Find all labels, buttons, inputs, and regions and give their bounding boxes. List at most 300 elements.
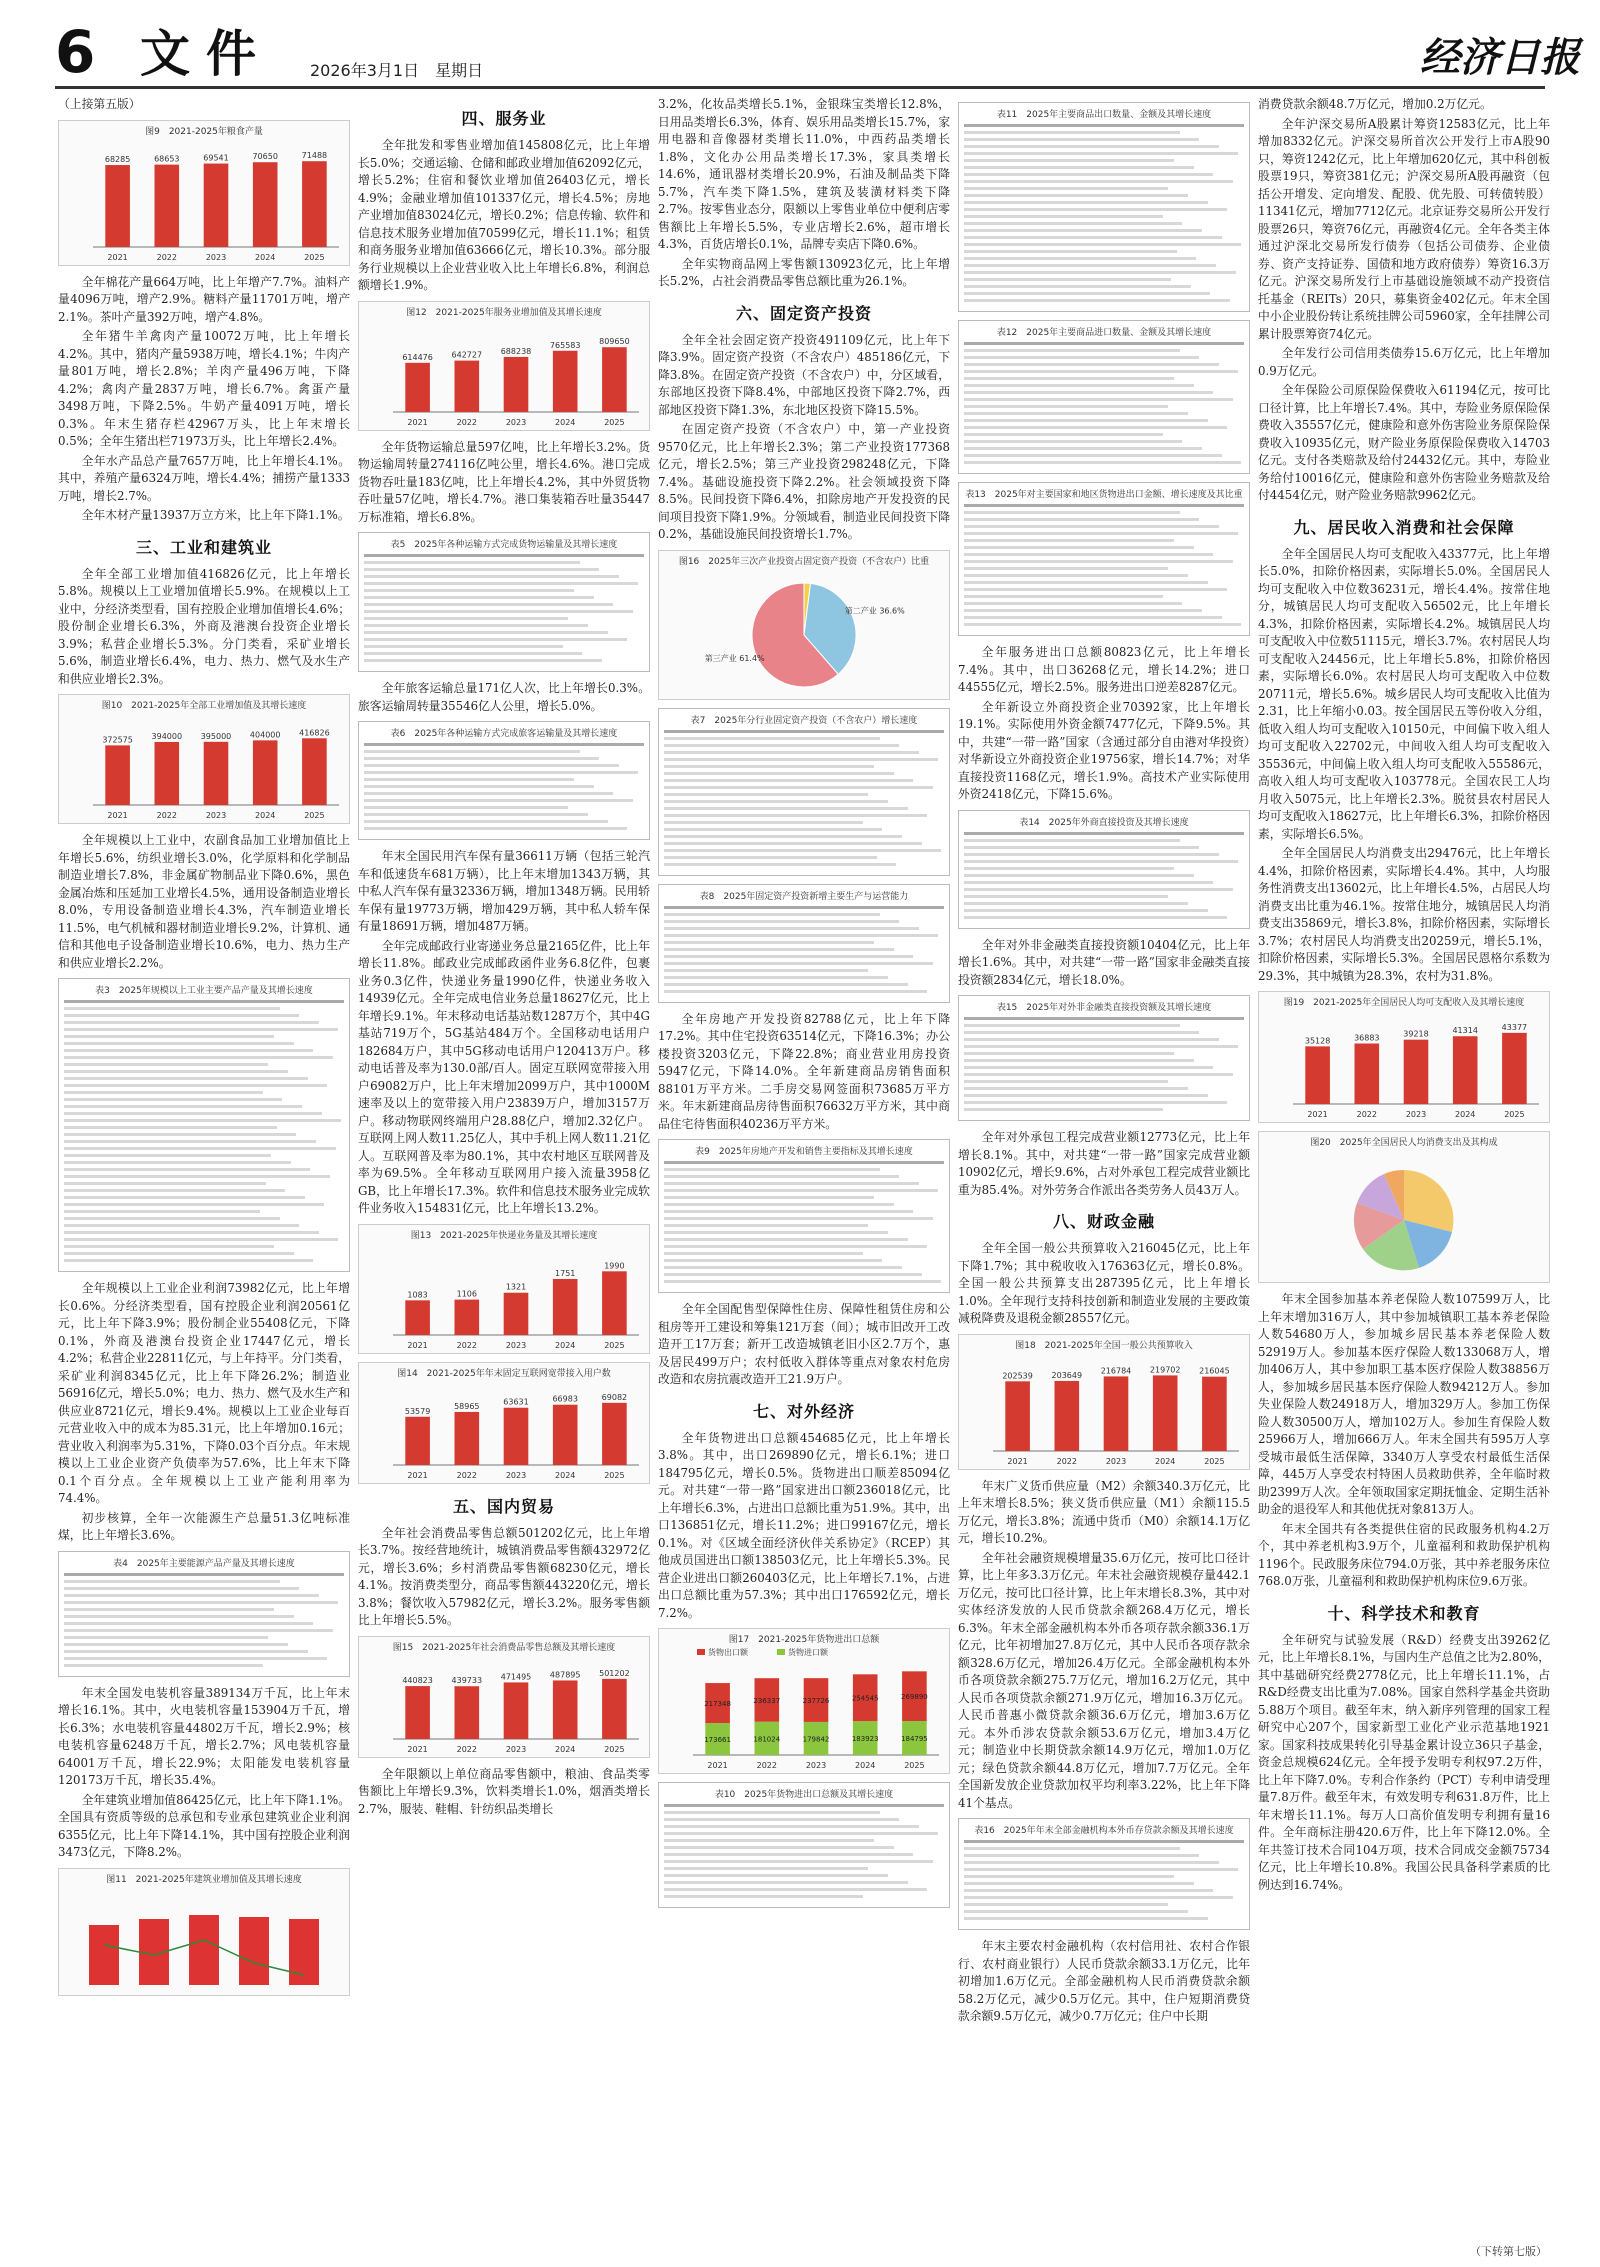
table-9 (658, 1139, 950, 1293)
table-row (964, 138, 1199, 141)
slice-label: 第三产业 61.4% (704, 653, 765, 663)
table-row (64, 1070, 288, 1073)
data-label: 184795 (901, 1734, 928, 1743)
paragraph: 全年发行公司信用类债券15.6万亿元，比上年增加0.9万亿元。 (1258, 346, 1550, 378)
figure-11-title: 图11 2021-2025年建筑业增加值及其增长速度 (106, 1874, 302, 1885)
table-row (64, 1594, 319, 1597)
table-row (964, 412, 1188, 415)
table-row (964, 1052, 1174, 1055)
table-16 (958, 1818, 1250, 1930)
table-row (664, 1168, 880, 1171)
table-row (64, 1643, 288, 1646)
table-row (364, 624, 588, 627)
tick-label: 2025 (604, 1744, 625, 1754)
table-row (664, 955, 913, 958)
data-label: 440823 (402, 1675, 433, 1685)
table-5 (358, 532, 650, 672)
table-row (964, 377, 1174, 380)
table-row (964, 832, 1244, 835)
figure-14-title: 图14 2021-2025年年末固定互联网宽带接入用户数 (397, 1368, 611, 1379)
table-row (364, 561, 580, 564)
table-7-title: 表7 2025年分行业固定资产投资（不含农户）增长速度 (690, 715, 918, 726)
paragraph: 全年研究与试验发展（R&D）经费支出39262亿元，比上年增长8.1%，与国内生产总值之比为2.80%，其中基础研究经费2778亿元，比上年增长11.1%，占R&D经费支出比重为7.08%。国家自然科学基金共资助5.88万个项目。截至年末，纳入新序列管理的国家工程研究中心207个，国家新型工业化产业示范基地1921家。国家科技成果转化引导基金累计设立36只子基金，资金总规模624亿元。全年授予发明专利权97.2万件，比上年下降7.0%。专利合作条约（PCT）专利申请受理量7.8万件。截至年末，有效发明专利631.8万件，比上年末增长11.1%。每万人口高价值发明专利拥有量16件。全年商标注册420.6万件，比上年下降12.0%。全年共签订技术合同104万项，技术合同成交金额75734亿元，比上年增长10.8%。我国公民具备科学素质的比例达到16.74%。 (1258, 1632, 1550, 1892)
table-row (664, 1825, 919, 1828)
table-row (364, 603, 613, 606)
table-row (64, 1175, 330, 1178)
tick-label: 2022 (1056, 1456, 1077, 1466)
table-row (64, 1608, 274, 1611)
tick-label: 2022 (756, 1761, 777, 1770)
figure-15-title: 图15 2021-2025年社会消费品零售总额及其增长速度 (392, 1642, 616, 1653)
data-label: 216784 (1100, 1365, 1132, 1375)
table-row (664, 1832, 938, 1835)
retail-sales-chart (359, 1653, 649, 1757)
table-row (664, 1811, 880, 1814)
table-row (364, 743, 644, 746)
table-row (664, 1196, 874, 1199)
data-label: 439733 (451, 1675, 483, 1685)
table-row (64, 1035, 274, 1038)
table-row (664, 863, 896, 866)
figure-17 (658, 1628, 950, 1774)
table-row (364, 582, 638, 585)
income-chart (1259, 1008, 1549, 1122)
table-row (964, 1910, 1188, 1913)
table-row (964, 278, 1171, 281)
table-row (964, 152, 1238, 155)
tick-label: 2023 (505, 1340, 527, 1350)
table-row (364, 659, 602, 662)
table-row (64, 1147, 336, 1150)
table-row (664, 1280, 941, 1283)
table-row (64, 1084, 327, 1087)
grain-output-chart (59, 137, 349, 265)
bar (105, 745, 130, 805)
table-row (964, 539, 1174, 542)
table-row (364, 568, 599, 571)
figure-9-title: 图9 2021-2025年粮食产量 (145, 126, 263, 137)
bar (602, 1271, 627, 1335)
paragraph: 全年建筑业增加值86425亿元，比上年下降1.1%。全国具有资质等级的总承包和专业承包建筑业企业利润6355亿元，比上年下降14.1%，其中国有控股企业利润3473亿元，下降8.2%。 (58, 1792, 350, 1859)
services-value-chart (359, 318, 649, 430)
table-row (964, 363, 1219, 366)
table-row (964, 159, 1174, 162)
table-row (664, 1238, 908, 1241)
table-row (364, 771, 638, 774)
bar (189, 1915, 219, 1985)
table-row (364, 792, 613, 795)
bar (1055, 1380, 1080, 1450)
table-row (664, 941, 874, 944)
express-delivery-chart (359, 1241, 649, 1353)
table-row (964, 609, 1202, 612)
paragraph: 全年规模以上工业中，农副食品加工业增加值比上年增长5.6%，纺织业增长3.0%，化学原料和化学制品制造业增长7.8%，非金属矿物制品业下降0.6%，黑色金属冶炼和压延加工业增长4.5%，通用设备制造业增长8.0%，专用设备制造业增长4.3%，汽车制造业增长11.5%，电气机械和器材制造业增长9.2%，计算机、通信和其他电子设备制造业增长10.6%，电力、热力生产和供应业增长2.2%。 (58, 833, 350, 970)
page-date: 2026年3月1日 星期日 (310, 61, 484, 80)
masthead (0, 0, 1600, 90)
data-label: 39218 (1403, 1029, 1429, 1039)
data-label: 487895 (549, 1669, 581, 1679)
table-row (64, 1042, 294, 1045)
bar (204, 163, 229, 246)
table-row (964, 180, 1233, 183)
table-row (64, 1245, 274, 1248)
figure-18 (958, 1334, 1250, 1470)
table-row (664, 969, 868, 972)
table-row (964, 867, 1174, 870)
table-row (964, 1073, 1233, 1076)
table-row (364, 631, 608, 634)
paragraph: 全年全部工业增加值416826亿元，比上年增长5.8%。规模以上工业增加值增长5.9%。在规模以上工业中，分经济类型看，国有控股企业增加值增长4.6%；股份制企业增长6.3%，外商及港澳台投资企业增长3.9%；私营企业增长5.3%。分门类看，采矿业增长5.6%，制造业增长6.4%，电力、热力、燃气及水生产和供应业增长2.3%。 (58, 566, 350, 686)
table-row (964, 384, 1194, 387)
table-6 (358, 721, 650, 840)
table-row (364, 638, 627, 641)
table-5-title: 表5 2025年各种运输方式完成货物运输量及其增长速度 (390, 540, 618, 550)
table-row (664, 1273, 922, 1276)
table-4 (58, 1551, 350, 1677)
paragraph: 全年木材产量13937万立方米，比上年下降1.1%。 (81, 508, 350, 522)
paragraph: 全年社会融资规模增量35.6万亿元，按可比口径计算，比上年多3.3万亿元。年末社会融资规模存量442.1万亿元，按可比口径计算，比上年末增长8.3%，其中对实体经济发放的人民币贷款余额268.4万亿元，增长6.3%。年末全部金融机构本外币各项存款余额336.1万亿元，比年初增加27.8万亿元，其中人民币各项存款余额328.6万亿元，增加26.4万亿元。全部金融机构本外币各项贷款余额275.7万亿元，增加16.2万亿元，其中人民币各项贷款余额271.9万亿元，增加16.3万亿元。人民币普惠小微贷款余额36.6万亿元，增加3.6万亿元。本外币涉农贷款余额53.6万亿元，增加3.4万亿元；制造业中长期贷款余额14.9万亿元，增加1.0万亿元；绿色贷款余额44.8万亿元，增加7.7万亿元。全年全国新发放企业贷款加权平均利率3.22%，比上年下降41个基点。 (958, 1550, 1250, 1810)
paragraph: 全年房地产开发投资82788亿元，比上年下降17.2%。其中住宅投资63514亿元，下降16.3%；办公楼投资3203亿元，下降22.8%；商业营业用房投资5947亿元，下降14.0%。全年新建商品房销售面积88101万平方米。二手房交易网签面积73685万平方米。年末新建商品房待售面积76632万平方米，其中商品住宅待售面积40236万平方米。 (658, 1011, 950, 1131)
table-row (664, 835, 902, 838)
bar (455, 1411, 480, 1464)
table-row (964, 145, 1219, 148)
table-11-title: 表11 2025年主要商品出口数量、金额及其增长速度 (996, 110, 1212, 120)
table-row (664, 1846, 894, 1849)
legend-label: 货物进口额 (788, 1648, 828, 1657)
table-row (964, 1882, 1194, 1885)
table-row (964, 426, 1227, 429)
tick-label: 2021 (407, 417, 428, 427)
data-label: 269890 (901, 1693, 928, 1702)
bar (1453, 1036, 1478, 1104)
data-label: 688238 (500, 346, 532, 356)
table-row (664, 948, 894, 951)
data-label: 68653 (154, 154, 180, 164)
tick-label: 2025 (904, 1761, 925, 1770)
table-row (964, 257, 1196, 260)
paragraph: 全年猪牛羊禽肉产量10072万吨，比上年增长4.2%。其中，猪肉产量5938万吨，增长4.1%；牛肉产量801万吨，增长2.8%；羊肉产量496万吨，下降4.2%；禽肉产量2837万吨，增长6.7%。禽蛋产量3498万吨，下降2.5%。牛奶产量4091万吨，增长0.3%。年末生猪存栏42967万头，比上年末增长0.5%；全年生猪出栏71973万头，比上年增长2.4%。 (58, 329, 350, 448)
bar (204, 742, 229, 805)
tick-label: 2024 (855, 1761, 876, 1770)
table-row (964, 1854, 1199, 1857)
table-row (64, 1615, 294, 1618)
table-row (64, 1664, 263, 1667)
data-label: 765583 (549, 340, 581, 350)
table-row (364, 589, 574, 592)
table-row (664, 737, 880, 740)
table-row (664, 1881, 908, 1884)
paragraph: 全年对外非金融类直接投资额10404亿元，比上年增长1.6%。其中，对共建“一带一路”国家非金融类直接投资额2834亿元，增长18.0%。 (958, 937, 1250, 987)
table-row (964, 623, 1241, 626)
table-row (964, 860, 1238, 863)
data-label: 68285 (104, 154, 131, 164)
paragraph: 消费贷款余额48.7万亿元，增加0.2万亿元。 (1258, 97, 1492, 111)
data-label: 66983 (552, 1394, 578, 1404)
figure-11 (58, 1868, 350, 1996)
tick-label: 2023 (505, 1470, 527, 1480)
table-row (664, 990, 927, 993)
table-row (64, 1196, 305, 1199)
table-row (964, 888, 1233, 891)
data-label: 183923 (851, 1735, 879, 1744)
table-row (964, 236, 1222, 239)
table-row (964, 398, 1233, 401)
table-row (964, 1024, 1180, 1027)
data-label: 416826 (299, 728, 330, 738)
table-row (64, 1126, 277, 1129)
table-10 (658, 1782, 950, 1908)
bar (553, 1278, 578, 1334)
bar (504, 1407, 529, 1464)
tick-label: 2022 (1356, 1110, 1377, 1119)
paragraph: 年末全国共有各类提供住宿的民政服务机构4.2万个，其中养老机构3.9万个，儿童福利和救助保护机构1196个。民政服务床位794.0万张，其中养老服务床位768.0万张，儿童福利和救助保护机构床位9.6万张。 (1258, 1521, 1550, 1588)
table-row (664, 1895, 863, 1898)
tick-label: 2023 (205, 252, 227, 262)
legend-swatch (697, 1649, 705, 1655)
table-row (664, 920, 899, 923)
table-row (964, 1896, 1233, 1899)
table-row (964, 1917, 1208, 1920)
table-row (964, 299, 1230, 302)
table-row (964, 342, 1244, 345)
tick-label: 2023 (805, 1761, 827, 1770)
bar (239, 1917, 269, 1985)
bar (405, 362, 430, 411)
column-3 (658, 96, 950, 2246)
tick-label: 2023 (505, 1744, 527, 1754)
paragraph: 全年限额以上单位商品零售额中，粮油、食品类零售额比上年增长9.3%，饮料类增长1.0%，烟酒类增长2.7%，服装、鞋帽、针纺织品类增长 (358, 1766, 650, 1816)
table-row (364, 610, 633, 613)
table-row (64, 1063, 268, 1066)
table-row (64, 1182, 266, 1185)
table-row (64, 1056, 333, 1059)
table-row (964, 567, 1168, 570)
tick-label: 2025 (304, 252, 325, 262)
table-row (664, 842, 922, 845)
table-row (964, 881, 1213, 884)
tick-label: 2023 (1405, 1110, 1427, 1119)
table-row (364, 575, 619, 578)
table-14 (958, 810, 1250, 929)
table-row (964, 391, 1213, 394)
data-label: 236337 (753, 1696, 781, 1705)
table-row (664, 849, 941, 852)
table-7 (658, 708, 950, 876)
table-row (664, 1224, 868, 1227)
investment-share-pie (659, 567, 949, 699)
table-row (964, 1080, 1168, 1083)
tick-label: 2022 (456, 1470, 477, 1480)
tick-label: 2025 (604, 1470, 625, 1480)
table-row (664, 793, 868, 796)
tick-label: 2024 (1455, 1110, 1476, 1119)
table-12 (958, 320, 1250, 474)
data-label: 43377 (1501, 1022, 1528, 1032)
table-row (664, 1839, 874, 1842)
data-label: 71488 (301, 150, 328, 160)
industry-value-chart (59, 711, 349, 823)
column-1 (58, 96, 350, 2246)
table-row (64, 1580, 280, 1583)
table-row (664, 1867, 868, 1870)
table-row (64, 1105, 302, 1108)
data-label: 217348 (704, 1700, 731, 1709)
tick-label: 2022 (456, 417, 477, 427)
tick-label: 2024 (555, 1340, 576, 1350)
table-row (64, 1601, 338, 1604)
table-row (64, 1119, 341, 1122)
tick-label: 2021 (407, 1340, 428, 1350)
table-row (664, 772, 894, 775)
data-label: 70650 (252, 151, 278, 161)
data-label: 173661 (704, 1736, 731, 1745)
data-label: 471495 (500, 1671, 532, 1681)
table-row (664, 934, 938, 937)
paragraph: 全年水产品总产量7657万吨，比上年增长4.1%。其中，养殖产量6324万吨，增长4.4%；捕捞产量1333万吨，增长2.7%。 (58, 453, 350, 503)
data-label: 69082 (601, 1392, 628, 1402)
figure-17-title: 图17 2021-2025年货物进出口总额 (728, 1635, 880, 1645)
table-row (964, 916, 1227, 919)
data-label: 203649 (1051, 1370, 1083, 1380)
table-row (664, 786, 933, 789)
table-row (364, 799, 633, 802)
table-4-title: 表4 2025年主要能源产品产量及其增长速度 (113, 1558, 295, 1569)
tick-label: 2024 (255, 811, 276, 820)
page-number: 6 (55, 18, 96, 86)
data-label: 254545 (851, 1694, 879, 1703)
table-row (664, 1210, 913, 1213)
data-label: 63631 (503, 1397, 529, 1407)
table-3 (58, 978, 350, 1272)
table-row (664, 751, 919, 754)
table-row (664, 758, 938, 761)
table-8-title: 表8 2025年固定资产投资新增主要生产与运营能力 (699, 891, 909, 902)
table-row (64, 1140, 316, 1143)
data-label: 614476 (402, 352, 433, 362)
table-row (964, 250, 1177, 253)
tick-label: 2023 (505, 417, 527, 427)
bar (1355, 1044, 1380, 1104)
table-row (64, 1238, 338, 1241)
bar (405, 1686, 430, 1739)
paragraph: 全年全国居民人均消费支出29476元，比上年增长4.4%，扣除价格因素，实际增长4.4%。其中，人均服务性消费支出13602元，比上年增长4.5%，占居民人均消费支出比重为46.1%。按常住地分，城镇居民人均消费支出35869元，增长3.8%，扣除价格因素，实际增长3.7%；农村居民人均消费支出20259元，增长5.1%，扣除价格因素，实际增长5.3%。全国居民恩格尔系数为29.3%，其中城镇为28.3%，农村为31.8%。 (1258, 846, 1550, 983)
data-label: 642727 (451, 350, 483, 360)
bar (602, 1402, 627, 1464)
bar (1202, 1376, 1227, 1450)
bar (105, 165, 130, 247)
figure-9 (58, 120, 350, 266)
bar (405, 1300, 430, 1335)
section-heading: 八、财政金融 (1052, 1212, 1155, 1231)
table-row (64, 1203, 324, 1206)
figure-20-title: 图20 2025年全国居民人均消费支出及其构成 (1310, 1138, 1498, 1148)
table-row (964, 874, 1194, 877)
paragraph: 全年货物运输总量597亿吨，比上年增长3.2%。货物运输周转量274116亿吨公里，增长4.6%。港口完成货物吞吐量183亿吨，比上年增长4.2%，其中外贸货物吞吐量57亿吨，增长4.7%。港口集装箱吞吐量35447万标准箱，增长6.8%。 (358, 439, 650, 524)
data-label: 53579 (404, 1406, 431, 1416)
table-row (964, 1087, 1188, 1090)
paragraph: 全年棉花产量664万吨，比上年增产7.7%。油料产量4096万吨，增产2.9%。糖料产量11701万吨，增产2.1%。茶叶产量392万吨，增产4.8%。 (58, 274, 350, 324)
table-row (64, 1636, 268, 1639)
table-row (664, 1266, 902, 1269)
figure-10-title: 图10 2021-2025年全部工业增加值及其增长速度 (101, 701, 307, 711)
paragraph: 年末全国参加基本养老保险人数107599万人，比上年末增加316万人，其中参加城镇职工基本养老保险人数54680万人，参加城乡居民基本养老保险人数52919万人。参加基本医疗保险人数133068万人，增加406万人，其中参加职工基本医疗保险人数38856万人，参加城乡居民基本医疗保险人数94212万人。参加失业保险人数24918万人，增加329万人。参加工伤保险人数30500万人，增加102万人。参加生育保险人数25966万人，增加666万人。年末全国共有595万人享受城市最低生活保障，3340万人享受农村最低生活保障，445万人享受农村特困人员救助供养，全年临时救助2399万人次。全年领取国家定期抚恤金、定期生活补助金的退役军人和其他优抚对象813万人。 (1258, 1292, 1550, 1516)
figure-10 (58, 694, 350, 824)
table-row (964, 1045, 1238, 1048)
tick-label: 2025 (1204, 1456, 1225, 1466)
table-row (664, 1231, 888, 1234)
table-12-title: 表12 2025年主要商品进口数量、金额及其增长速度 (996, 328, 1212, 338)
table-row (64, 1133, 296, 1136)
table-row (964, 553, 1213, 556)
table-15-title: 表15 2025年对外非金融类直接投资额及其增长速度 (996, 1003, 1212, 1013)
table-row (964, 454, 1222, 457)
bar (1104, 1376, 1129, 1451)
construction-chart (59, 1885, 349, 1995)
figure-18-title: 图18 2021-2025年全国一般公共预算收入 (1015, 1340, 1193, 1351)
paragraph: 初步核算，全年一次能源生产总量51.3亿吨标准煤，比上年增长3.6%。 (58, 1510, 350, 1542)
table-row (664, 1203, 894, 1206)
paragraph: 全年全国居民人均可支配收入43377元，比上年增长5.0%，扣除价格因素，实际增长5.0%。全国居民人均可支配收入中位数36231元，增长4.4%。按常住地分，城镇居民人均可支配收入56502元，比上年增长4.3%，扣除价格因素，实际增长4.2%。城镇居民人均可支配收入中位数51115元，增长3.7%。农村居民人均可支配收入24456元，比上年增长5.8%，扣除价格因素，实际增长6.0%。农村居民人均可支配收入中位数20711元，增长5.6%。城乡居民人均可支配收入比值为2.31，比上年缩小0.03。按全国居民五等份收入分组，低收入组人均可支配收入10150元，中间偏下收入组人均可支配收入22702元，中间收入组人均可支配收入35536元，中间偏上收入组人均可支配收入55586元，高收入组人均可支配收入103778元。全国农民工人均月收入5075元，比上年增长2.3%。脱贫县农村居民人均可支配收入18627元，比上年增长6.3%，扣除价格因素，实际增长6.5%。 (1258, 546, 1550, 841)
table-15 (958, 995, 1250, 1121)
table-row (364, 596, 594, 599)
table-row (64, 1587, 299, 1590)
paragraph: 年末广义货币供应量（M2）余额340.3万亿元，比上年末增长8.5%；狭义货币供应量（M1）余额115.5万亿元，增长3.8%；流通中货币（M0）余额14.1万亿元，增长10.2%。 (958, 1478, 1250, 1545)
paragraph: 全年全国一般公共预算收入216045亿元，比上年下降1.7%；其中税收收入176363亿元，增长0.8%。全国一般公共预算支出287395亿元，比上年增长1.0%。全年现行支持科技创新和制造业发展的主要政策减税降费及退税金额28557亿元。 (958, 1241, 1250, 1325)
table-row (964, 131, 1180, 134)
bar (1404, 1040, 1429, 1104)
tick-label: 2025 (604, 1340, 625, 1350)
table-row (664, 1818, 899, 1821)
table-row (964, 1847, 1180, 1850)
figure-19 (1258, 991, 1550, 1123)
table-row (664, 927, 919, 930)
paragraph: 全年保险公司原保险保费收入61194亿元，按可比口径计算，比上年增长7.4%。其中，寿险业务原保险保费收入35557亿元，健康险和意外伤害险业务原保险保费收入10935亿元，财产险业务原保险保费收入14703亿元。支付各类赔款及给付24432亿元。其中，寿险业务给付10016亿元，健康险和意外伤害险业务赔款及给付4454亿元，财产险业务赔款9962亿元。 (1258, 383, 1550, 502)
table-row (64, 1000, 344, 1003)
section-heading: 六、固定资产投资 (735, 303, 872, 323)
paragraph: 全年新设立外商投资企业70392家，比上年增长19.1%。实际使用外资金额7477亿元，下降9.5%。其中，共建“一带一路”国家（含通过部分自由港对华投资）对华新设立外商投资企业19756家，增长14.7%；对华直接投资1168亿元，增长1.9%。高技术产业实际使用外资2418亿元，下降15.6%。 (958, 699, 1250, 801)
section-heading: 三、工业和建筑业 (135, 537, 272, 557)
paragraph: 全年规模以上工业企业利润73982亿元，比上年增长0.6%。分经济类型看，国有控股企业利润20561亿元，比上年下降3.9%；股份制企业55408亿元，下降0.1%，外商及港澳台投资企业17447亿元，增长4.2%；私营企业22811亿元，与上年持平。分门类看，采矿业利润8345亿元，比上年下降26.2%；制造业56916亿元，增长5.0%；电力、热力、燃气及水生产和供应业8721亿元，增长9.4%。规模以上工业企业每百元营业收入中的成本为85.31元，比上年增加0.16元；营业收入利润率为5.31%，下降0.03个百分点。年末规模以上工业企业资产负债率为57.6%，比上年末下降0.1个百分点。全年规模以上工业产能利用率为74.4%。 (58, 1281, 350, 1505)
table-row (964, 271, 1236, 274)
bar (553, 1680, 578, 1739)
paragraph: 全年全国配售型保障性住房、保障性租赁住房和公租房等开工建设和筹集121万套（间）；城市旧改开工改造开工17万套；新开工改造城镇老旧小区2.7万个，惠及居民499万户；农村低收入群体等重点对象农村危房改造和农房抗震改造开工21.9万户。 (658, 1302, 950, 1386)
tick-label: 2021 (407, 1744, 428, 1754)
data-label: 1990 (604, 1260, 625, 1270)
table-row (964, 285, 1191, 288)
table-row (964, 356, 1199, 359)
table-row (964, 546, 1194, 549)
data-label: 372575 (102, 735, 133, 745)
table-row (664, 1888, 927, 1891)
paragraph: 年末主要农村金融机构（农村信用社、农村合作银行、农村商业银行）人民币贷款余额33.1万亿元，比年初增加1.6万亿元。全部金融机构人民币消费贷款余额58.2万亿元，减少0.5万亿元。其中，住户短期消费贷款余额9.5万亿元，减少0.7万亿元；住户中长期 (958, 1939, 1250, 2023)
legend-label: 货物出口额 (708, 1648, 748, 1657)
bar (253, 162, 278, 247)
bar (1153, 1375, 1178, 1451)
tick-label: 2022 (456, 1340, 477, 1350)
table-row (964, 909, 1208, 912)
table-row (664, 976, 888, 979)
table-row (664, 1252, 863, 1255)
figure-12 (358, 301, 650, 431)
tick-label: 2025 (304, 811, 325, 820)
table-8 (658, 884, 950, 1003)
bar (553, 350, 578, 411)
paragraph: 年末全国民用汽车保有量36611万辆（包括三轮汽车和低速货车681万辆），比上年末增加1343万辆，其中私人汽车保有量32336万辆，增加1348万辆。民用轿车保有量19773万辆，增加429万辆，其中私人轿车保有量18691万辆，增加487万辆。 (358, 849, 650, 933)
table-row (964, 292, 1210, 295)
table-row (964, 839, 1180, 842)
legend-swatch (777, 1649, 785, 1655)
table-row (64, 1098, 282, 1101)
